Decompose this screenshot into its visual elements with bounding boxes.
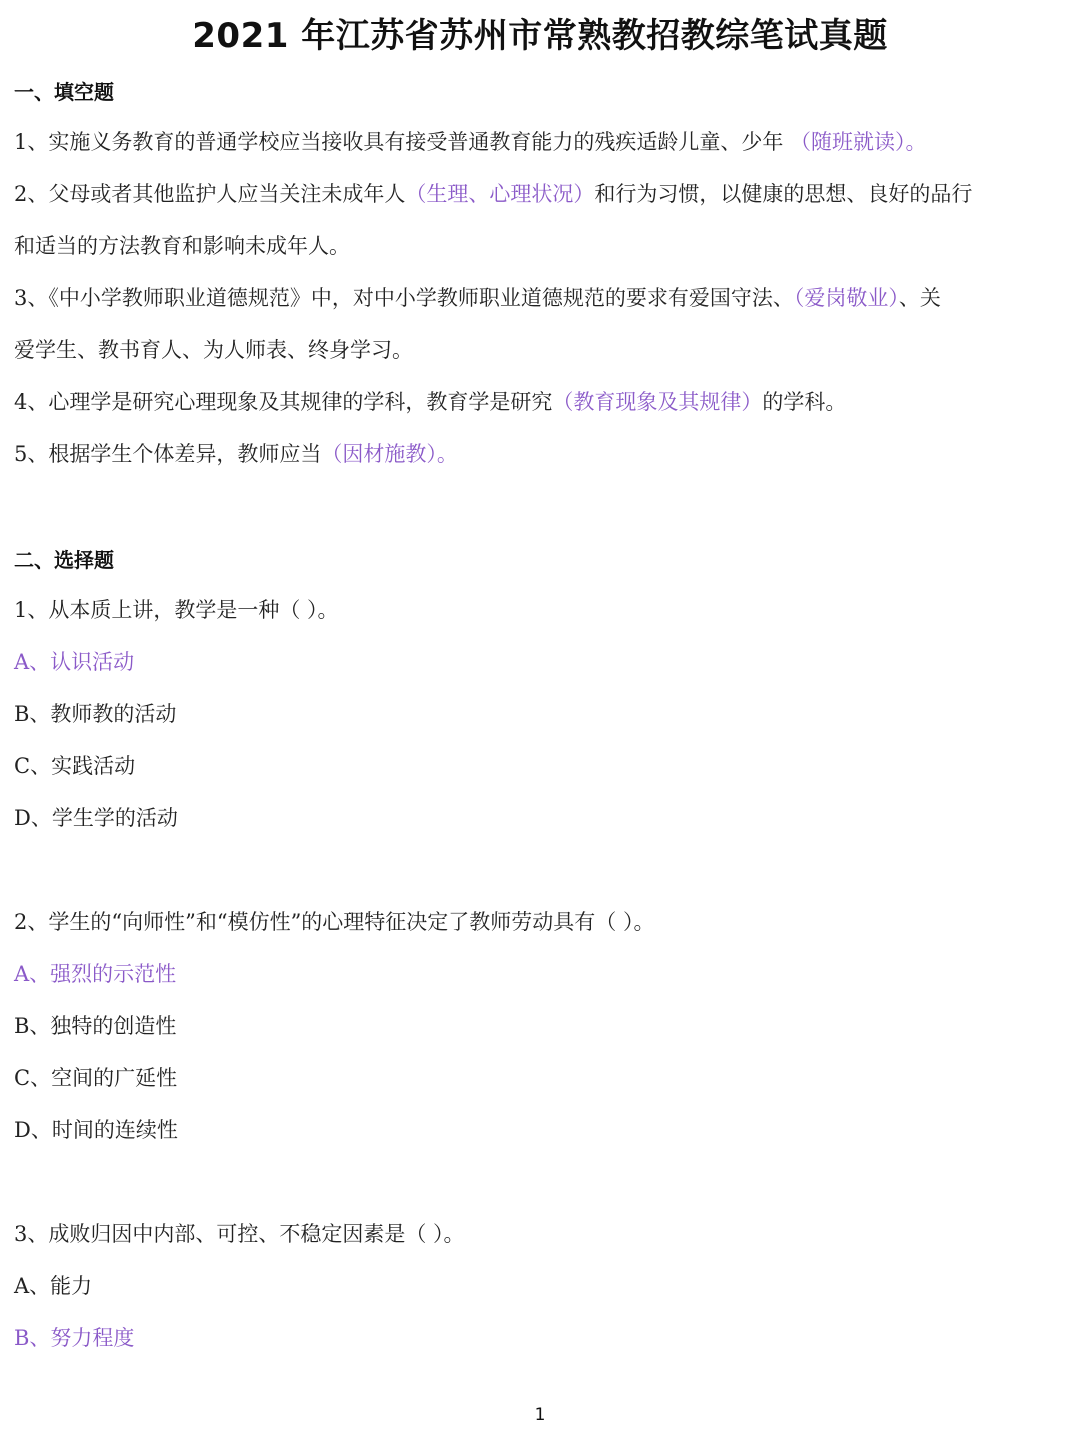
mc-question-3-option-b-correct: B、努力程度 [14, 1326, 135, 1350]
mc-question-1-option-a-correct: A、认识活动 [14, 650, 135, 674]
page-number: 1 [534, 1405, 546, 1425]
fill-question-1 [14, 116, 1074, 168]
answer-text: （因材施教） [321, 442, 437, 466]
mc-question-2-option-a-correct: A、强烈的示范性 [14, 962, 177, 986]
fill-question-4 [14, 376, 1074, 428]
mc-question-1-stem: 1、从本质上讲，教学是一种（ ）。 [14, 598, 339, 622]
mc-question-1-option-b: B、教师教的活动 [14, 702, 177, 726]
question-text-after: 的学科。 [762, 390, 847, 414]
answer-text: （随班就读） [790, 130, 906, 154]
answer-text: （生理、心理状况） [405, 182, 595, 206]
fill-question-2 [14, 168, 1074, 220]
mc-question-3-stem: 3、成败归因中内部、可控、不稳定因素是（ ）。 [14, 1222, 465, 1246]
question-text: 3、《中小学教师职业道德规范》中，对中小学教师职业道德规范的要求有爱国守法、 [14, 286, 794, 310]
mc-question-3-option-a: A、能力 [14, 1274, 93, 1298]
section-heading-fill-blank: 一、填空题 [14, 80, 114, 104]
mc-question-2-stem: 2、学生的“向师性”和“模仿性”的心理特征决定了教师劳动具有（ ）。 [14, 910, 655, 934]
answer-punct: 。 [905, 130, 927, 154]
fill-question-3 [14, 272, 1074, 324]
page-title: 2021 年江苏省苏州市常熟教招教综笔试真题 [192, 16, 888, 56]
mc-question-1-option-d: D、学生学的活动 [14, 806, 178, 830]
question-text: 5、根据学生个体差异，教师应当 [14, 442, 322, 466]
fill-question-5 [14, 428, 1074, 480]
fill-question-2-continued: 和适当的方法教育和影响未成年人。 [14, 234, 350, 258]
question-text-after: 、关 [898, 286, 941, 310]
question-text: 4、心理学是研究心理现象及其规律的学科，教育学是研究 [14, 390, 553, 414]
mc-question-2-option-c: C、空间的广延性 [14, 1066, 178, 1090]
section-heading-multiple-choice: 二、选择题 [14, 548, 114, 572]
question-text: 1、实施义务教育的普通学校应当接收具有接受普通教育能力的残疾适龄儿童、少年 [14, 130, 791, 154]
answer-punct: 。 [436, 442, 458, 466]
question-text: 2、父母或者其他监护人应当关注未成年人 [14, 182, 406, 206]
mc-question-2-option-b: B、独特的创造性 [14, 1014, 177, 1038]
answer-text: （爱岗敬业） [793, 286, 899, 310]
answer-text: （教育现象及其规律） [552, 390, 763, 414]
mc-question-1-option-c: C、实践活动 [14, 754, 136, 778]
fill-question-3-continued: 爱学生、教书育人、为人师表、终身学习。 [14, 338, 413, 362]
question-text-after: 和行为习惯，以健康的思想、良好的品行 [594, 182, 973, 206]
mc-question-2-option-d: D、时间的连续性 [14, 1118, 178, 1142]
